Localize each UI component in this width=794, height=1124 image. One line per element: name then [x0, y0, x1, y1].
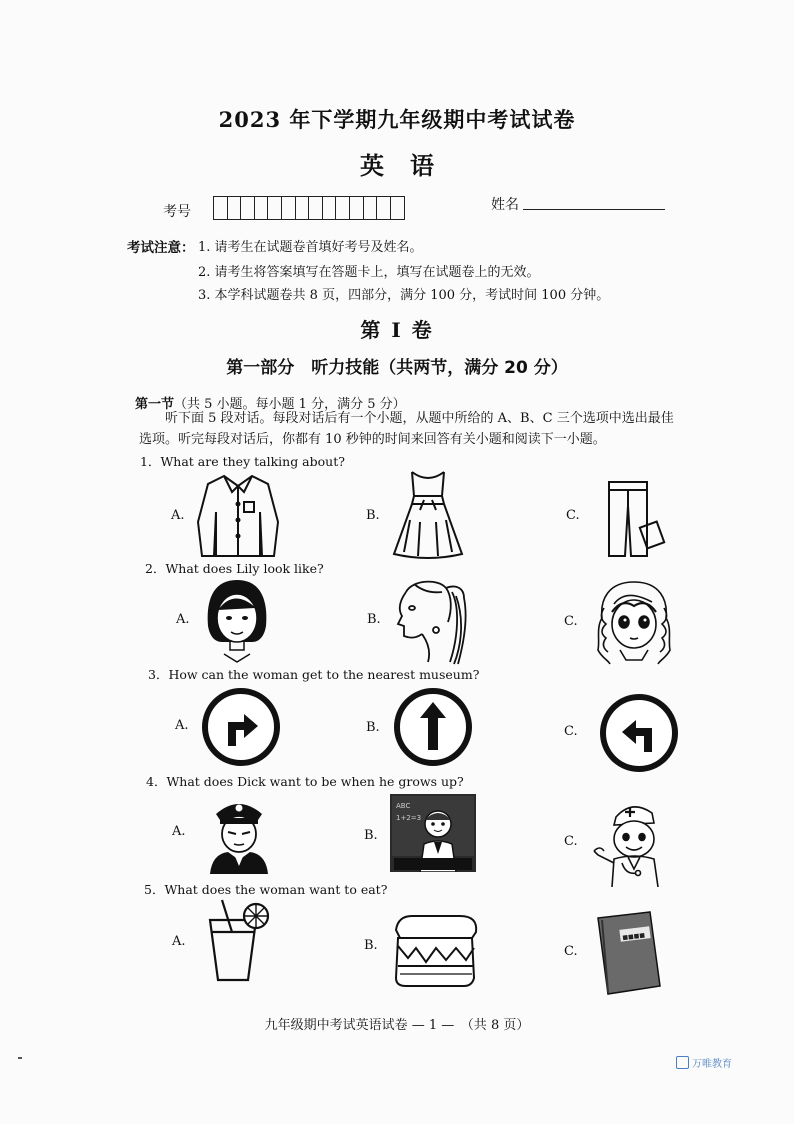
option-a[interactable]: A. [172, 934, 186, 949]
svg-text:■■■■: ■■■■ [621, 931, 646, 942]
juice-picture [204, 898, 272, 982]
option-a[interactable]: A. [172, 824, 186, 839]
section-detail: （共 5 小题。每小题 1 分，满分 5 分） [174, 397, 406, 412]
watermark-text: 万唯教育 [692, 1059, 732, 1070]
notice-item: 3. 本学科试题卷共 8 页，四部分，满分 100 分，考试时间 100 分钟。 [198, 288, 610, 303]
notice-label: 考试注意： [127, 240, 195, 256]
option-c[interactable]: C. [564, 724, 578, 739]
option-b[interactable]: B. [366, 720, 380, 735]
sandwich-picture [388, 912, 482, 990]
book-picture [594, 910, 662, 996]
option-c[interactable]: C. [564, 944, 578, 959]
question-2: 2．What does Lily look like? [145, 561, 324, 576]
exam-number-label: 考号 [163, 204, 191, 220]
part-heading: 第一部分 听力技能（共两节，满分 20 分） [226, 358, 568, 378]
svg-text:ABC: ABC [396, 802, 411, 810]
option-c[interactable]: C. [564, 614, 578, 629]
watermark-logo-icon [676, 1056, 689, 1069]
question-1: 1．What are they talking about? [140, 454, 345, 469]
exam-number-boxes[interactable] [213, 196, 405, 220]
section-instructions-2: 选项。听完每段对话后，你都有 10 秒钟的时间来回答有关小题和阅读下一小题。 [139, 432, 606, 447]
option-c[interactable]: C. [566, 508, 580, 523]
volume-heading: 第 I 卷 [360, 318, 434, 342]
shirt-picture [196, 472, 280, 558]
question-4: 4．What does Dick want to be when he grows up? [146, 774, 464, 789]
turn-left-sign [598, 692, 680, 774]
option-a[interactable]: A. [176, 612, 190, 627]
subject-title: 英语 [360, 151, 460, 180]
option-b[interactable]: B. [364, 828, 378, 843]
doctor-picture [592, 797, 676, 887]
turn-right-sign [200, 686, 282, 768]
section-instructions-1: 听下面 5 段对话。每段对话后有一个小题，从题中所给的 A、B、C 三个选项中选出最佳 [165, 411, 674, 426]
ponytail-girl-picture [392, 578, 476, 666]
page-footer: 九年级期中考试英语试卷 — 1 — （共 8 页） [264, 1018, 530, 1033]
trousers-picture [603, 478, 667, 560]
question-3: 3．How can the woman get to the nearest museum? [148, 667, 480, 682]
watermark [676, 1055, 732, 1070]
option-a[interactable]: A. [175, 718, 189, 733]
dress-picture [390, 470, 466, 560]
option-b[interactable]: B. [367, 612, 381, 627]
scan-mark [18, 1057, 22, 1059]
notice-item: 2. 请考生将答案填写在答题卡上，填写在试题卷上的无效。 [198, 265, 540, 280]
short-hair-girl-picture [204, 578, 270, 664]
name-field-line[interactable] [523, 209, 665, 210]
teacher-picture [390, 794, 476, 872]
policeman-picture [206, 794, 272, 874]
question-5: 5．What does the woman want to eat? [144, 882, 388, 897]
notice-item: 1. 请考生在试题卷首填好考号及姓名。 [198, 240, 423, 255]
name-label: 姓名 [491, 197, 519, 213]
exam-title: 2023 年下学期九年级期中考试试卷 [218, 107, 576, 132]
option-b[interactable]: B. [366, 508, 380, 523]
svg-text:1+2=3: 1+2=3 [396, 814, 422, 822]
option-a[interactable]: A. [171, 508, 185, 523]
option-c[interactable]: C. [564, 834, 578, 849]
option-b[interactable]: B. [364, 938, 378, 953]
go-straight-sign [392, 686, 474, 768]
section-title: 第一节 [135, 397, 175, 412]
curly-hair-girl-picture [592, 578, 676, 666]
